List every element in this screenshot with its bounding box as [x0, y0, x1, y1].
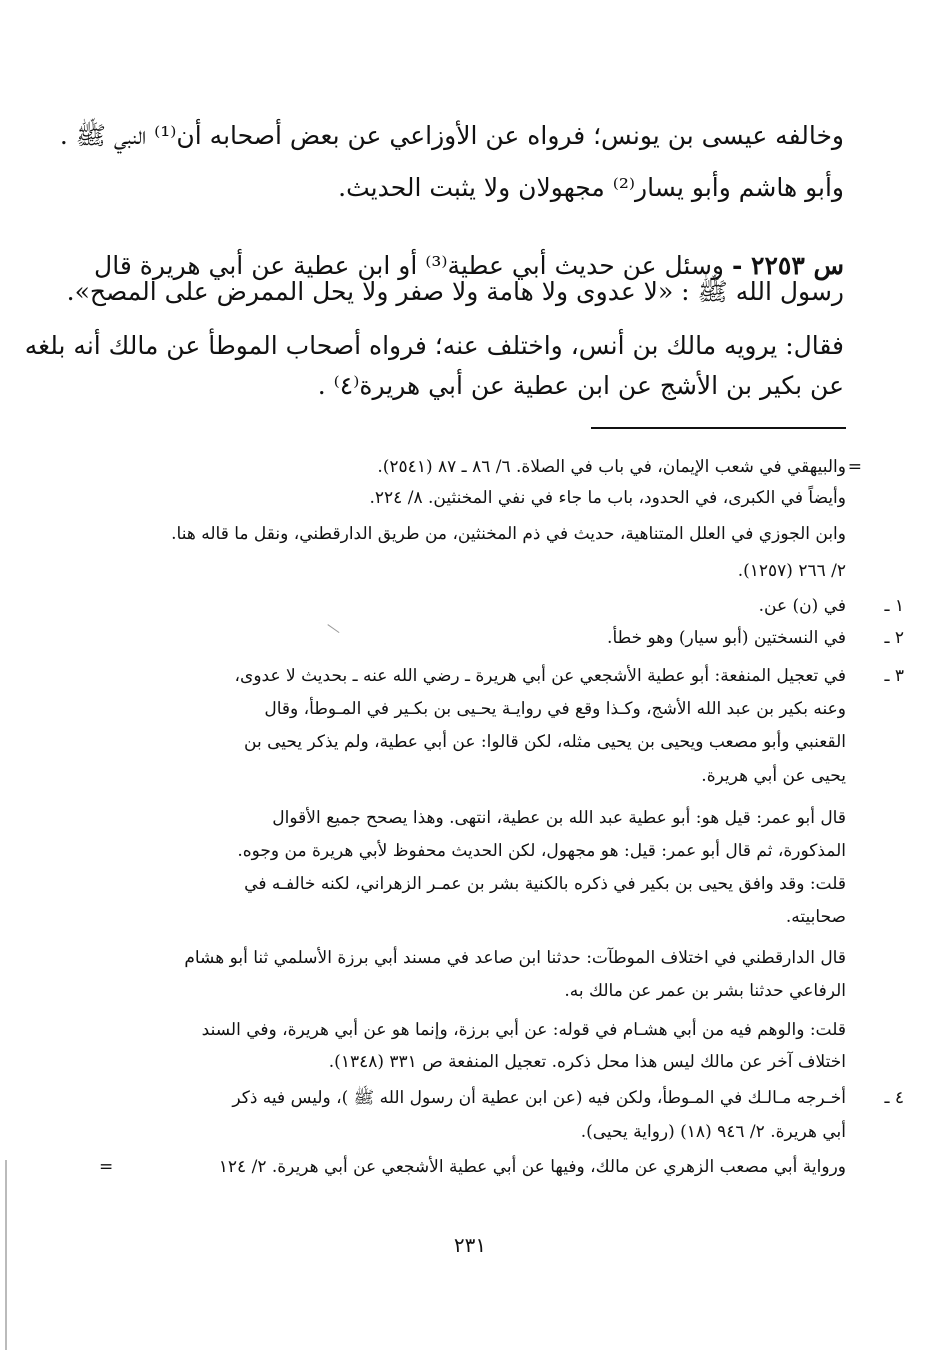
- footnote-continuation-line-4: ٢/ ٢٦٦ (١٢٥٧).: [737, 561, 846, 581]
- footnote-3-line-11: قلت: والوهم فيه من أبي هشـام في قوله: عن أبي برزة، وإنما هو عن أبي هريرة، وفي السند: [201, 1020, 846, 1040]
- footnote-3-line-10: الرفاعي حدثنا بشر بن عمر عن مالك به.: [564, 981, 846, 1001]
- footnote-1: ١ ـ في (ن) عن.: [121, 591, 846, 622]
- main-line-2: وأبو هاشم وأبو يسار⁽²⁾ مجهولان ولا يثبت الحديث.: [338, 173, 844, 202]
- footnote-3-line-12: اختلاف آخر عن مالك ليس هذا محل ذكره. تعجيل المنفعة ص ٣٣١ (١٣٤٨).: [328, 1052, 846, 1072]
- page-number: ٢٣١: [453, 1233, 487, 1257]
- footnote-3-line-4: يحيى عن أبي هريرة.: [701, 766, 846, 786]
- footnote-3-line-8: صحابيته.: [785, 907, 846, 927]
- footnote-2: ٢ ـ في النسختين (أبو سيار) وهو خطأ.: [121, 623, 846, 654]
- scan-edge-line: [5, 1160, 7, 1350]
- footnote-3-line-7: قلت: وقد وافق يحيى بن بكير في ذكره بالكنية بشر بن عمـر الزهراني، لكنه خالفـه في: [244, 874, 846, 894]
- footnote-1-number: ١ ـ: [884, 596, 904, 616]
- footnote-3-line-1: ٣ ـ في تعجيل المنفعة: أبو عطية الأشجعي عن أبي هريرة ـ رضي الله عنه ـ بحديث لا عدوى،: [121, 661, 846, 692]
- question-line-2: رسول الله ﷺ : «لا عدوى ولا هامة ولا صفر ولا يحل الممرض على المصح».: [66, 277, 844, 306]
- footnote-continuation-line-1: = والبيهقي في شعب الإيمان، في باب في الصلاة. ٦/ ٨٦ ـ ٨٧ (٢٥٤١).: [121, 452, 846, 483]
- answer-line-2: عن بكير بن الأشج عن ابن عطية عن أبي هريرة⁽٤⁾ .: [317, 371, 844, 400]
- footnote-4-line-3: ورواية أبي مصعب الزهري عن مالك، وفيها عن أبي عطية الأشجعي عن أبي هريرة. ٢/ ١٢٤ =: [121, 1152, 846, 1183]
- footnote-4-number: ٤ ـ: [884, 1088, 904, 1108]
- footnote-3-line-9: قال الدارقطني في اختلاف الموطآت: حدثنا ابن صاعد في مسند أبي برزة الأسلمي ثنا أبو هشام: [184, 948, 846, 968]
- footnote-continuation-line-2: وأيضاً في الكبرى، في الحدود، باب ما جاء في نفي المخنثين. ٨/ ٢٢٤.: [369, 488, 846, 508]
- footnote-3-line-3: القعنبي وأبو مصعب ويحيى بن يحيى مثله، لكن قالوا: عن أبي عطية، ولم يذكر يحيى بن: [244, 732, 846, 752]
- footnote-3-line-2: وعنه بكير بن عبد الله الأشج، وكـذا وقع في روايـة يحـيى بن بكـير في المـوطأ، وقال: [264, 699, 846, 719]
- question-number: س ٢٢٥٣ -: [731, 251, 844, 280]
- footnote-4-line-1: ٤ ـ أخـرجه مـالـك في المـوطأ، ولكن فيه (عن ابن عطية أن رسول الله ﷺ )، وليس فيه ذكر: [121, 1083, 846, 1114]
- footnote-divider: [591, 427, 846, 429]
- footnote-2-number: ٢ ـ: [884, 628, 904, 648]
- question-text: وسئل عن حديث أبي عطية⁽³⁾ أو ابن عطية عن أبي هريرة قال: [94, 251, 724, 280]
- footnote-3-line-5: قال أبو عمر: قيل هو: أبو عطية عبد الله بن عطية، انتهى. وهذا يصحح جميع الأقوال: [272, 808, 846, 828]
- continuation-mark-end: =: [99, 1157, 114, 1177]
- answer-line-1: فقال: يرويه مالك بن أنس، واختلف عنه؛ فرواه أصحاب الموطأ عن مالك أنه بلغه: [24, 331, 844, 360]
- continuation-mark: =: [847, 457, 862, 477]
- footnote-3-number: ٣ ـ: [884, 666, 904, 686]
- footnote-continuation-line-3: وابن الجوزي في العلل المتناهية، حديث في ذم المخنثين، من طريق الدارقطني، ونقل ما قاله هنا.: [171, 524, 846, 544]
- main-line-1: وخالفه عيسى بن يونس؛ فرواه عن الأوزاعي عن بعض أصحابه أن⁽¹⁾ النبي ﷺ .: [59, 121, 844, 150]
- footnote-3-line-6: المذكورة، ثم قال أبو عمر: قيل: هو مجهول، لكن الحديث محفوظ لأبي هريرة من وجوه.: [237, 841, 846, 861]
- footnote-4-line-2: أبي هريرة. ٢/ ٩٤٦ (١٨) (رواية يحيى).: [580, 1122, 846, 1142]
